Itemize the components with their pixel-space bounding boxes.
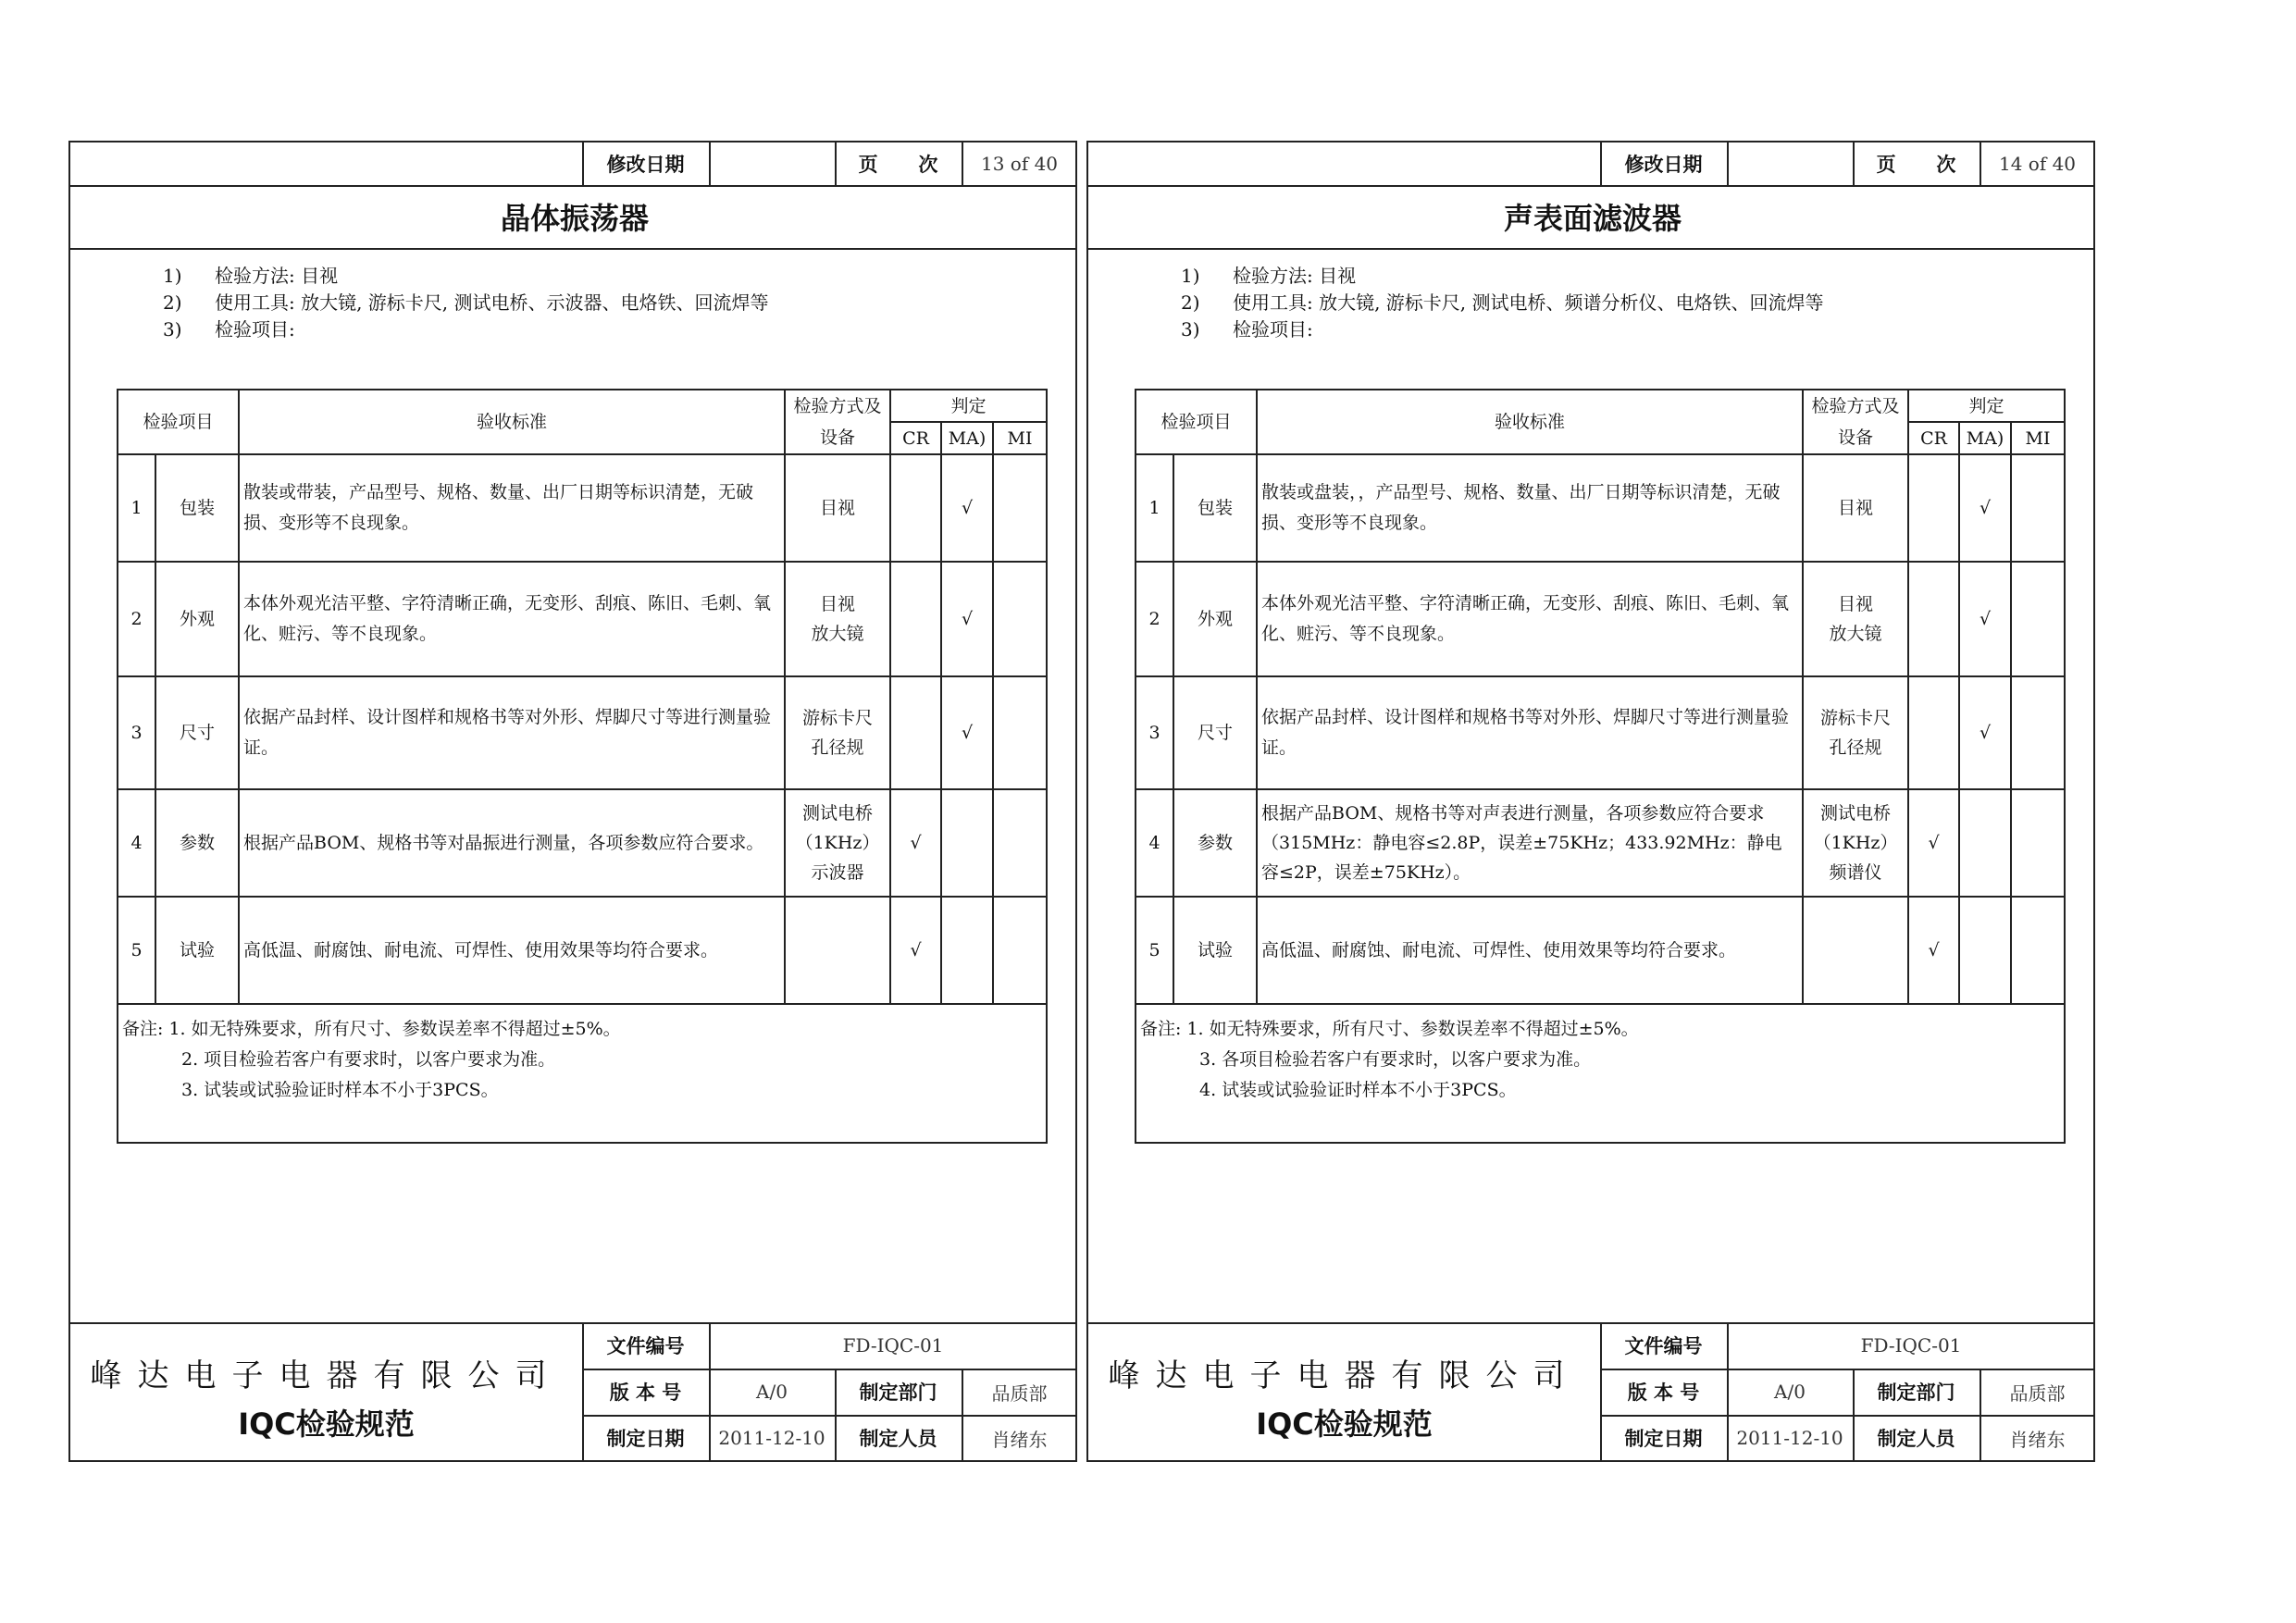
author-label: 制定人员 [859, 1428, 937, 1450]
doc-no: FD-IQC-01 [1860, 1334, 1962, 1357]
date-label: 制定日期 [1624, 1428, 1703, 1450]
version: A/0 [1774, 1381, 1806, 1403]
note-item: 3. 各项目检验若客户有要求时，以客户要求为准。 [1199, 1049, 1592, 1070]
notes-label: 备注: [122, 1019, 164, 1039]
intro-line: 3) 检验项目: [1181, 318, 1313, 341]
document-name: IQC检验规范 [238, 1406, 415, 1442]
dept-label: 制定部门 [1877, 1381, 1955, 1404]
date: 2011-12-10 [1736, 1427, 1843, 1449]
company-name: 峰达电子电器有限公司 [90, 1357, 563, 1394]
author: 肖绪东 [991, 1428, 1048, 1451]
col-header-cr: CR [890, 422, 941, 454]
dept: 品质部 [991, 1381, 1048, 1405]
col-header-standard: 验收标准 [1257, 390, 1803, 454]
revision-date-value [709, 142, 835, 185]
col-header-item: 检验项目 [1136, 390, 1257, 454]
author-label: 制定人员 [1877, 1428, 1955, 1450]
company-block [1088, 1322, 1600, 1461]
page-label: 页 次 [858, 154, 938, 176]
revision-date-label: 修改日期 [1624, 154, 1703, 176]
version-label: 版 本 号 [1627, 1381, 1700, 1404]
table-row: 1 包装 散装或盘装，，产品型号、规格、数量、出厂日期等标识清楚，无破损、变形等不良现象。 目视 √ [1136, 454, 2065, 562]
dept-label: 制定部门 [859, 1381, 937, 1404]
revision-date-value [1727, 142, 1853, 185]
doc-no-label: 文件编号 [1624, 1335, 1703, 1357]
col-header-judge: 判定 [1908, 390, 2065, 422]
table-row: 1 包装 散装或带装，产品型号、规格、数量、出厂日期等标识清楚，无破损、变形等不良现象。 目视 √ [118, 454, 1047, 562]
col-header-method: 检验方式及设备 [785, 390, 890, 454]
table-row: 5 试验 高低温、耐腐蚀、耐电流、可焊性、使用效果等均符合要求。 √ [118, 897, 1047, 1004]
col-header-method: 检验方式及设备 [1803, 390, 1908, 454]
version-label: 版 本 号 [609, 1381, 682, 1404]
spec-sheet-crystal-oscillator [68, 141, 1077, 1462]
table-row: 5 试验 高低温、耐腐蚀、耐电流、可焊性、使用效果等均符合要求。 √ [1136, 897, 2065, 1004]
doc-no: FD-IQC-01 [842, 1334, 944, 1357]
col-header-item: 检验项目 [118, 390, 239, 454]
note-item: 2. 项目检验若客户有要求时，以客户要求为准。 [181, 1049, 556, 1070]
intro-list [1181, 263, 1824, 343]
page-number: 14 of 40 [1998, 153, 2077, 175]
intro-list [163, 263, 769, 343]
table-row: 3 尺寸 依据产品封样、设计图样和规格书等对外形、焊脚尺寸等进行测量验证。 游标卡尺 孔径规 √ [1136, 676, 2065, 789]
col-header-judge: 判定 [890, 390, 1047, 422]
company-name: 峰达电子电器有限公司 [1108, 1357, 1581, 1394]
table-row: 4 参数 根据产品BOM、规格书等对晶振进行测量，各项参数应符合要求。 测试电桥 （1KHz） 示波器 √ [118, 789, 1047, 897]
col-header-mi: MI [993, 422, 1047, 454]
intro-line: 1) 检验方法: 目视 [1181, 265, 1357, 287]
doc-no-label: 文件编号 [606, 1335, 685, 1357]
page-label: 页 次 [1876, 154, 1956, 176]
note-item: 3. 试装或试验验证时样本不小于3PCS。 [181, 1080, 499, 1100]
col-header-ma: MA) [941, 422, 993, 454]
intro-line: 3) 检验项目: [163, 318, 295, 341]
inspection-table [117, 389, 1048, 1144]
page-number: 13 of 40 [980, 153, 1059, 175]
intro-line: 2) 使用工具: 放大镜, 游标卡尺, 测试电桥、示波器、电烙铁、回流焊等 [163, 291, 769, 314]
col-header-ma: MA) [1959, 422, 2011, 454]
table-row: 3 尺寸 依据产品封样、设计图样和规格书等对外形、焊脚尺寸等进行测量验证。 游标卡尺 孔径规 √ [118, 676, 1047, 789]
note-item: 4. 试装或试验验证时样本不小于3PCS。 [1199, 1080, 1517, 1100]
spec-sheet-saw-filter [1086, 141, 2095, 1462]
table-row: 2 外观 本体外观光洁平整、字符清晰正确，无变形、刮痕、陈旧、毛刺、氧化、赃污、等不良现象。 目视 放大镜 √ [118, 562, 1047, 676]
col-header-mi: MI [2011, 422, 2065, 454]
col-header-standard: 验收标准 [239, 390, 785, 454]
dept: 品质部 [2009, 1381, 2066, 1405]
notes-block [118, 1004, 1047, 1143]
page-title: 声表面滤波器 [1503, 201, 1682, 236]
date: 2011-12-10 [718, 1427, 825, 1449]
revision-date-label: 修改日期 [606, 154, 685, 176]
intro-line: 1) 检验方法: 目视 [163, 265, 339, 287]
company-block [70, 1322, 582, 1461]
col-header-cr: CR [1908, 422, 1959, 454]
document-name: IQC检验规范 [1256, 1406, 1433, 1442]
table-row: 4 参数 根据产品BOM、规格书等对声表进行测量，各项参数应符合要求（315MHz：静电容≤2.8P，误差±75KHz；433.92MHz：静电容≤2P，误差±75KHz）。 测试电桥 （1KHz） 频谱仪 √ [1136, 789, 2065, 897]
notes-block [1136, 1004, 2065, 1143]
note-item: 1. 如无特殊要求，所有尺寸、参数误差率不得超过±5%。 [1186, 1019, 1639, 1039]
inspection-table [1135, 389, 2066, 1144]
version: A/0 [756, 1381, 788, 1403]
date-label: 制定日期 [606, 1428, 685, 1450]
page-title: 晶体振荡器 [500, 201, 649, 236]
note-item: 1. 如无特殊要求，所有尺寸、参数误差率不得超过±5%。 [168, 1019, 621, 1039]
author: 肖绪东 [2009, 1428, 2066, 1451]
intro-line: 2) 使用工具: 放大镜, 游标卡尺, 测试电桥、频谱分析仪、电烙铁、回流焊等 [1181, 291, 1824, 314]
notes-label: 备注: [1140, 1019, 1182, 1039]
table-row: 2 外观 本体外观光洁平整、字符清晰正确，无变形、刮痕、陈旧、毛刺、氧化、赃污、等不良现象。 目视 放大镜 √ [1136, 562, 2065, 676]
